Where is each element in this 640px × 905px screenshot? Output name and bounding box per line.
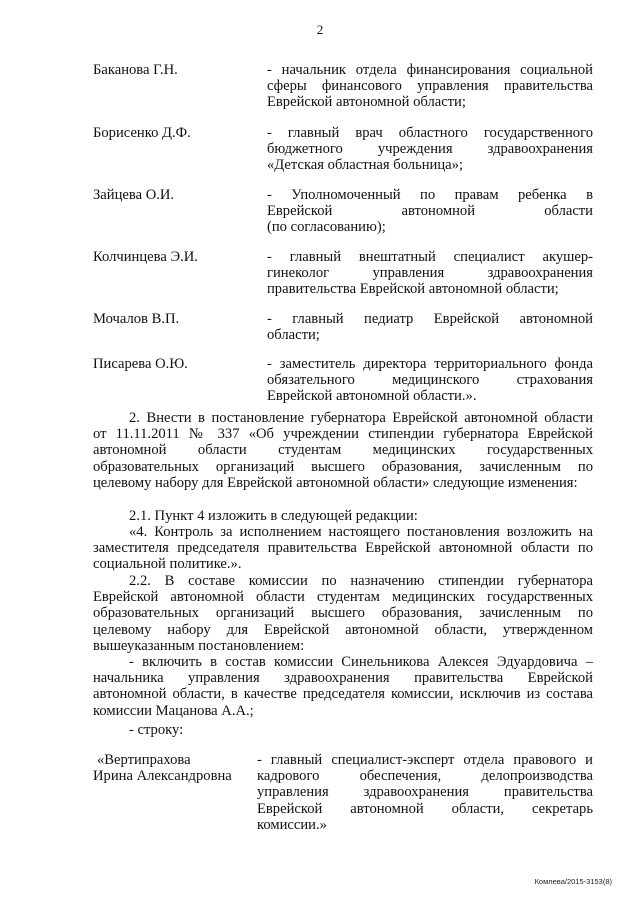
role-line: «Детская областная больница»; bbox=[267, 157, 463, 174]
paragraph-line: вышеуказанным постановлением: bbox=[93, 637, 305, 654]
paragraph bbox=[93, 722, 593, 738]
member-name bbox=[93, 752, 232, 784]
paragraph-line: автономной области, в качестве председателя комиссии, исключив из состава bbox=[93, 686, 593, 703]
paragraph bbox=[93, 508, 593, 524]
member-role bbox=[267, 311, 593, 343]
member-role bbox=[267, 62, 593, 111]
role-line: управления здравоохранения правительства bbox=[257, 784, 593, 801]
role-line: - начальник отдела финансирования социальной bbox=[267, 62, 593, 78]
member-name: Писарева О.Ю. bbox=[93, 356, 188, 372]
role-line: области; bbox=[267, 327, 320, 344]
role-line: Еврейской автономной области; bbox=[267, 94, 466, 111]
paragraph-line: целевому набору для Еврейской автономной области, утвержденном bbox=[93, 621, 593, 638]
role-line: - заместитель директора территориального фонда bbox=[267, 356, 593, 372]
member-role bbox=[267, 125, 593, 174]
member-role bbox=[267, 356, 593, 405]
member-role bbox=[267, 187, 593, 236]
paragraph-line: начальника управления здравоохранения правительства Еврейской bbox=[93, 670, 593, 687]
paragraph-line: заместителя председателя правительства Еврейской автономной области по bbox=[93, 540, 593, 557]
member-role bbox=[257, 752, 593, 833]
role-line: - главный специалист-эксперт отдела правового и bbox=[257, 752, 593, 768]
role-line: комиссии.» bbox=[257, 816, 327, 833]
member-name: Зайцева О.И. bbox=[93, 187, 175, 203]
page-number: 2 bbox=[316, 22, 324, 37]
name-line: Ирина Александровна bbox=[93, 768, 232, 785]
role-line: гинеколог управления здравоохранения bbox=[267, 265, 593, 282]
paragraph bbox=[93, 524, 593, 573]
paragraph-line: образовательных организаций высшего образования, зачисленным по bbox=[93, 605, 593, 622]
paragraph-line: - включить в состав комиссии Синельникова Алексея Эдуардовича – bbox=[129, 654, 593, 670]
role-line: кадрового обеспечения, делопроизводства bbox=[257, 768, 593, 785]
paragraph-line: образовательных организаций высшего образования, зачисленным по bbox=[93, 458, 593, 475]
paragraph-line: автономной области студентам медицинских государственных bbox=[93, 442, 593, 459]
paragraph-line: комиссии Мацанова А.А.; bbox=[93, 702, 254, 719]
paragraph-line: «4. Контроль за исполнением настоящего постановления возложить на bbox=[129, 524, 593, 540]
member-name: Баканова Г.Н. bbox=[93, 62, 178, 78]
member-name: Борисенко Д.Ф. bbox=[93, 125, 191, 141]
name-line: «Вертипрахова bbox=[97, 752, 191, 768]
paragraph-line: от 11.11.2011 № 337 «Об учреждении стипендии губернатора Еврейской bbox=[93, 426, 593, 443]
role-line: - Уполномоченный по правам ребенка в bbox=[267, 187, 593, 203]
paragraph-line: - строку: bbox=[129, 722, 184, 738]
role-line: правительства Еврейской автономной области; bbox=[267, 281, 559, 298]
paragraph-line: 2. Внести в постановление губернатора Еврейской автономной области bbox=[129, 410, 593, 426]
paragraph-line: 2.2. В составе комиссии по назначению стипендии губернатора bbox=[129, 573, 593, 589]
footer-code: Комлева/2015-3153(8) bbox=[534, 877, 612, 886]
paragraph bbox=[93, 654, 593, 719]
paragraph-line: Еврейской автономной области студентам медицинских государственных bbox=[93, 589, 593, 606]
role-line: - главный внештатный специалист акушер- bbox=[267, 249, 593, 265]
role-line: - главный врач областного государственного bbox=[267, 125, 593, 141]
member-name: Мочалов В.П. bbox=[93, 311, 180, 327]
role-line: Еврейской автономной области, секретарь bbox=[257, 800, 593, 817]
paragraph bbox=[93, 410, 593, 491]
role-line: Еврейской автономной области bbox=[267, 203, 593, 220]
role-line: обязательного медицинского страхования bbox=[267, 372, 593, 389]
role-line: - главный педиатр Еврейской автономной bbox=[267, 311, 593, 327]
role-line: Еврейской автономной области.». bbox=[267, 388, 477, 405]
paragraph-line: социальной политике.». bbox=[93, 556, 242, 573]
member-name: Колчинцева Э.И. bbox=[93, 249, 198, 265]
role-line: сферы финансового управления правительства bbox=[267, 78, 593, 95]
paragraph bbox=[93, 573, 593, 654]
role-line: (по согласованию); bbox=[267, 219, 386, 236]
member-role bbox=[267, 249, 593, 298]
paragraph-line: 2.1. Пункт 4 изложить в следующей редакции: bbox=[129, 508, 418, 524]
paragraph-line: целевому набору для Еврейской автономной области» следующие изменения: bbox=[93, 474, 578, 491]
role-line: бюджетного учреждения здравоохранения bbox=[267, 141, 593, 158]
